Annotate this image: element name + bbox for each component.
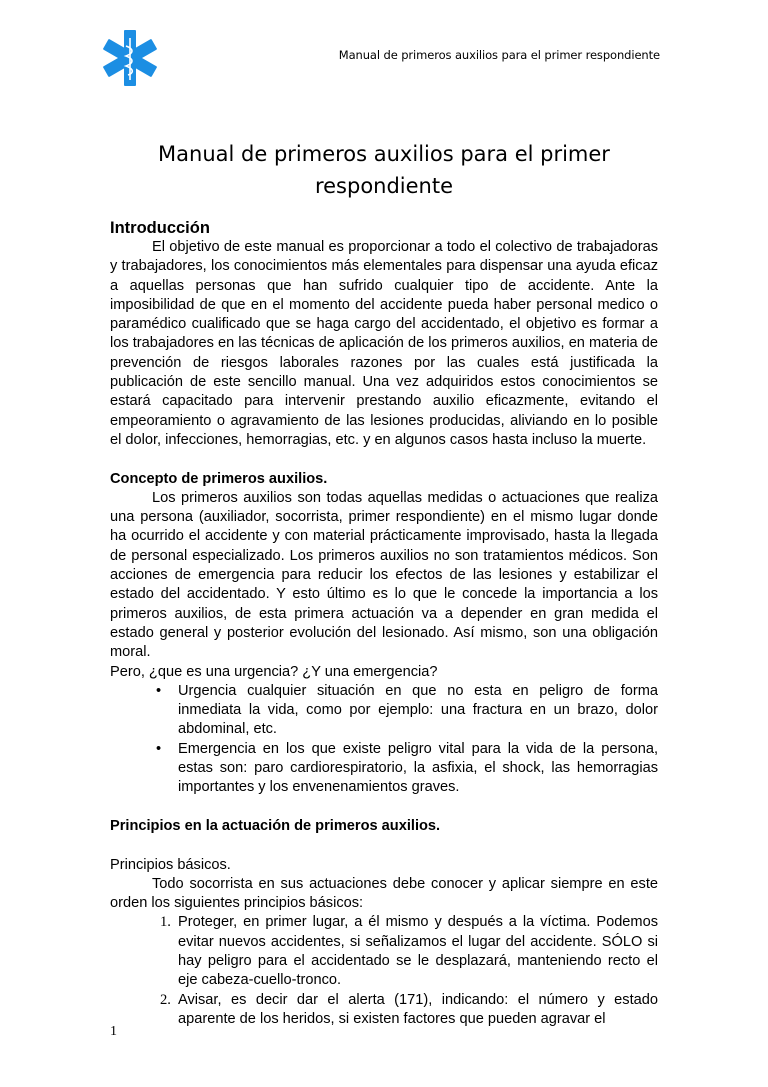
document-body: [110, 218, 658, 1029]
question-line: Pero, ¿que es una urgencia? ¿Y una emergencia?: [110, 663, 438, 680]
list-item: 2. Avisar, es decir dar el alerta (171), indicando: el número y estado aparente de los heridos, si existen factores que pueden agravar el: [160, 991, 658, 1027]
running-header: Manual de primeros auxilios para el primer respondiente: [338, 48, 660, 62]
principios-subheading: Principios básicos.: [110, 856, 231, 873]
page-title: [110, 138, 658, 202]
principios-list: [110, 913, 658, 1029]
bullet-icon: •: [156, 740, 162, 757]
page-number: 1: [110, 1024, 117, 1039]
title-line-2: respondiente: [314, 174, 454, 198]
bullet-icon: •: [156, 682, 162, 699]
star-of-life-icon: [100, 28, 160, 88]
list-item: • Emergencia en los que existe peligro vital para la vida de la persona, estas son: paro cardiorespiratorio, la asfixia, el shock, las hemorragias importantes y los envenenamientos graves.: [156, 740, 658, 796]
principios-heading: Principios en la actuación de primeros auxilios.: [110, 817, 441, 834]
list-item: 1. Proteger, en primer lugar, a él mismo y después a la víctima. Podemos evitar nuevos accidentes, si señalizamos el lugar del accidente. SÓLO si hay peligro para el accidentado se le desplazará, manteniendo recto el eje cabeza-cuello-tronco.: [160, 914, 658, 989]
concepto-heading: Concepto de primeros auxilios.: [110, 470, 328, 487]
concepto-paragraph: Los primeros auxilios son todas aquellas medidas o actuaciones que realiza una persona (auxiliador, socorrista, primer respondiente) en el mismo lugar donde ha ocurrido el accidente y con material prácticamente improvisado, hasta la llegada de personal especializado. Los primeros auxilios no son tratamientos médicos. Son acciones de emergencia para reducir los efectos de las lesiones y estabilizar el estado del accidentado. Y esto último es lo que le concede la importancia a los primeros auxilios, de esta primera actuación va a depender en gran medida el estado general y posterior evolución del lesionado. Así mismo, son una obligación moral.: [110, 489, 658, 661]
principios-paragraph: Todo socorrista en sus actuaciones debe conocer y aplicar siempre en este orden los siguientes principios básicos:: [110, 875, 658, 912]
list-item: • Urgencia cualquier situación en que no esta en peligro de forma inmediata la vida, como por ejemplo: una fractura en un brazo, dolor abdominal, etc.: [156, 682, 658, 738]
urgency-list: [110, 682, 658, 798]
title-line-1: Manual de primeros auxilios para el primer: [158, 142, 610, 166]
intro-paragraph: El objetivo de este manual es proporcionar a todo el colectivo de trabajadoras y trabajadores, los conocimientos más elementales para dispensar una ayuda eficaz a aquellas personas que han sufrido cualquier tipo de accidente. Ante la imposibilidad de que en el momento del accidente pueda haber personal medico o paramédico cualificado que se haga cargo del accidentado, el objetivo es formar a los trabajadores en las técnicas de aplicación de los primeros auxilios, en materia de prevención de riesgos laborales razones por las cuales está justificada la publicación de este sencillo manual. Una vez adquiridos estos conocimientos se estará capacitado para intervenir prestando auxilio eficazmente, evitando el empeoramiento o agravamiento de las lesiones producidas, aliviando en lo posible el dolor, infecciones, hemorragias, etc. y en algunos casos hasta incluso la muerte.: [110, 239, 658, 448]
intro-heading: Introducción: [110, 219, 210, 237]
